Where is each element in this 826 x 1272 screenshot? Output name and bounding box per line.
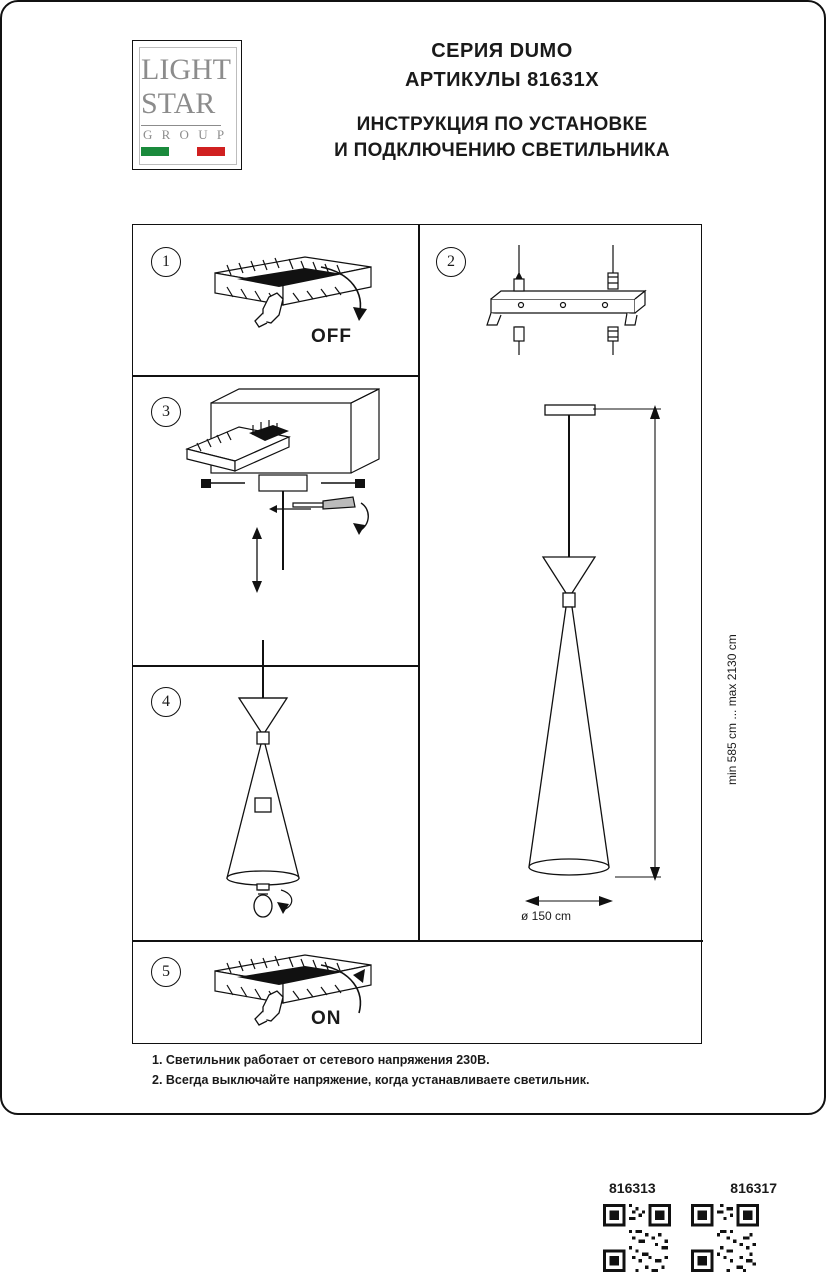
instruction-title-line2: И ПОДКЛЮЧЕНИЮ СВЕТИЛЬНИКА xyxy=(334,139,670,161)
product-dimension-drawing xyxy=(433,385,693,925)
brand-logo xyxy=(132,40,242,170)
qr-code-816313[interactable] xyxy=(603,1204,671,1272)
step1-caption-off: OFF xyxy=(311,326,352,347)
note-1: 1. Светильник работает от сетевого напряжения 230В. xyxy=(152,1053,490,1067)
italian-flag-icon xyxy=(141,147,225,156)
article-label: АРТИКУЛЫ 81631X xyxy=(404,69,600,91)
series-label: СЕРИЯ DUMO xyxy=(431,40,573,62)
step1-illustration xyxy=(193,235,413,365)
diameter-dimension-label: ø 150 cm xyxy=(521,909,572,923)
height-dimension-label: min 585 cm ... max 2130 cm xyxy=(725,634,739,785)
step-badge-3: 3 xyxy=(151,397,181,427)
product-code-1: 816313 xyxy=(609,1180,656,1196)
step-badge-1: 1 xyxy=(151,247,181,277)
footer-notes xyxy=(152,1050,692,1090)
logo-text-light: LIGHT xyxy=(141,53,231,86)
product-codes-block xyxy=(603,1180,783,1272)
instruction-title-line1: ИНСТРУКЦИЯ ПО УСТАНОВКЕ xyxy=(356,114,648,135)
step4-illustration xyxy=(203,640,383,940)
header xyxy=(132,40,702,185)
step2-illustration xyxy=(463,237,663,367)
logo-text-star: STAR xyxy=(141,87,216,120)
diameter-dimension-arrow xyxy=(525,896,613,906)
title-block xyxy=(302,40,702,163)
step-badge-5: 5 xyxy=(151,957,181,987)
note-2: 2. Всегда выключайте напряжение, когда устанавливаете светильник. xyxy=(152,1073,590,1087)
grid-divider-1 xyxy=(133,375,418,377)
logo-text-group: G R O U P xyxy=(143,127,228,142)
step3-illustration xyxy=(173,385,418,660)
grid-divider-3 xyxy=(133,940,703,942)
step-badge-2: 2 xyxy=(436,247,466,277)
qr-code-816317[interactable] xyxy=(691,1204,759,1272)
logo-divider xyxy=(141,125,221,126)
product-code-2: 816317 xyxy=(730,1180,777,1196)
step5-caption-on: ON xyxy=(311,1008,342,1029)
step5-illustration xyxy=(193,945,413,1040)
height-dimension-arrow xyxy=(593,405,661,881)
grid-vertical-divider xyxy=(418,225,420,940)
step-badge-4: 4 xyxy=(151,687,181,717)
